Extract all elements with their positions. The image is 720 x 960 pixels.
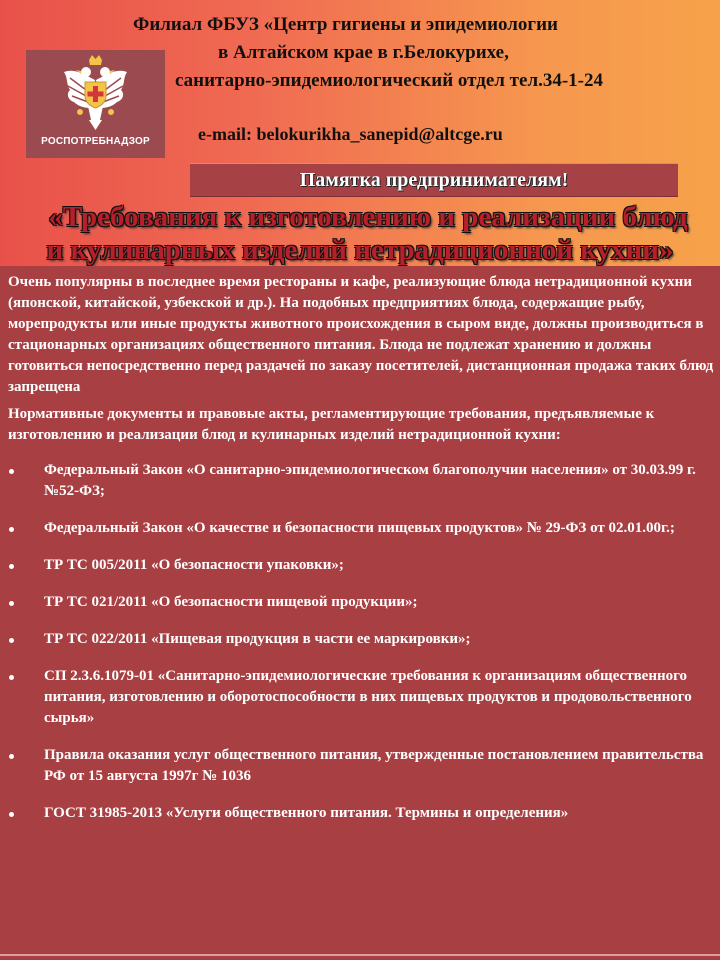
header-line-2: в Алтайском крае в г.Белокурихе, [218, 42, 509, 63]
header-line-1: Филиал ФБУЗ «Центр гигиены и эпидемиологии [133, 14, 558, 35]
list-item: Федеральный Закон «О качестве и безопасности пищевых продуктов» № 29-ФЗ от 02.01.00г.; [8, 518, 720, 539]
documents-intro: Нормативные документы и правовые акты, регламентирующие требования, предъявляемые к изготовлению и реализации блюд и кулинарных изделий нетрадиционной кухни: [8, 406, 655, 443]
list-item: ТР ТС 005/2011 «О безопасности упаковки»; [8, 555, 720, 576]
double-headed-eagle-icon [26, 50, 165, 136]
list-item: ТР ТС 021/2011 «О безопасности пищевой продукции»; [8, 592, 720, 613]
main-title-line-2: и кулинарных изделий нетрадиционной кухни» [46, 234, 674, 266]
list-item: ТР ТС 022/2011 «Пищевая продукция в части ее маркировки»; [8, 629, 720, 650]
list-item: Правила оказания услуг общественного питания, утвержденные постановлением правительства РФ от 15 августа 1997г № 1036 [8, 745, 720, 787]
list-item: СП 2.3.6.1079-01 «Санитарно-эпидемиологические требования к организациям общественного питания, изготовлению и оборотоспособности в них пищевых продуктов и продовольственного сырья» [8, 666, 720, 729]
rospotrebnadzor-logo [26, 50, 165, 158]
logo-label: РОСПОТРЕБНАДЗОР [41, 136, 150, 147]
memo-banner: Памятка предпринимателям! [190, 163, 678, 197]
intro-paragraph: Очень популярны в последнее время рестораны и кафе, реализующие блюда нетрадиционной кухни (японской, китайской, узбекской и др.). На подобных предприятиях блюда, содержащие рыбу, морепродукты или иные продукты животного происхождения в сыром виде, должны производиться в стационарных организациях общественного питания. Блюда не подлежат хранению и должны готовиться непосредственно перед раздачей по заказу посетителей, дистанционная продажа таких блюд запрещена [8, 274, 714, 395]
list-item: Федеральный Закон «О санитарно-эпидемиологическом благополучии населения» от 30.03.99 г. №52-ФЗ; [8, 460, 720, 502]
documents-list [8, 460, 720, 824]
bottom-divider [0, 954, 720, 956]
list-item: ГОСТ 31985-2013 «Услуги общественного питания. Термины и определения» [8, 803, 720, 824]
content-panel [0, 266, 720, 960]
header-line-3: санитарно-эпидемиологический отдел тел.34-1-24 [175, 70, 604, 91]
main-title-line-1: «Требования к изготовлению и реализации блюд [48, 201, 688, 233]
email-address: e-mail: belokurikha_sanepid@altcge.ru [198, 124, 503, 144]
